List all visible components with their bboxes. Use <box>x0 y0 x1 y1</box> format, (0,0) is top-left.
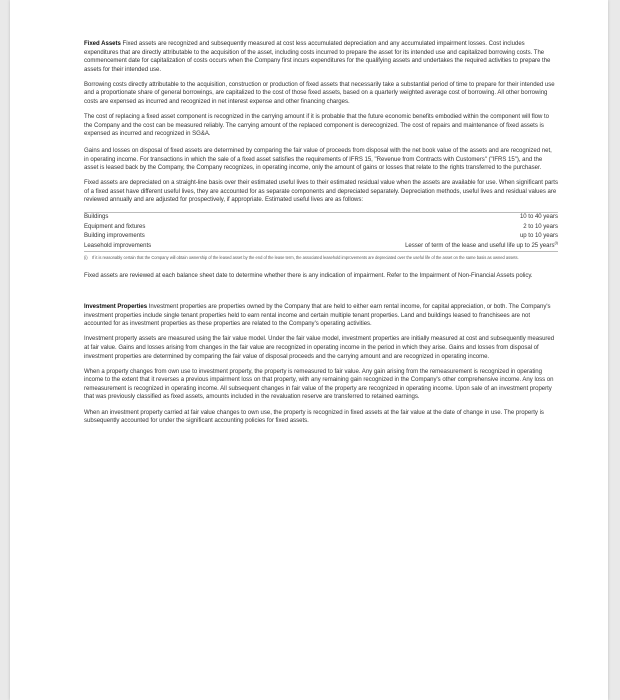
footnote-text: If it is reasonably certain that the Company will obtain ownership of the leased asset by the end of the lease term, the associated leasehold improvements are depreciated over the useful life of the asset on the same basis as owned assets. <box>92 254 519 260</box>
useful-life-asset: Buildings <box>84 212 229 222</box>
table-row <box>84 232 558 242</box>
fixed-assets-paragraph-2: Borrowing costs directly attributable to the acquisition, construction or production of fixed assets that necessarily take a substantial period of time to prepare for their intended use and a proportionate share of general borrowings, are capitalized to the cost of those fixed assets, based on a quarterly weighted average cost of borrowing. All other borrowing costs are expensed as incurred and recognized in net interest expense and other financing charges. <box>84 81 555 106</box>
table-row <box>84 222 558 232</box>
useful-life-value-text: Lesser of term of the lease and useful life up to 25 years <box>405 242 555 249</box>
fixed-assets-paragraph-3: The cost of replacing a fixed asset component is recognized in the carrying amount if it is probable that the future economic benefits embodied within the component will flow to the Company and the cost can be measured reliably. The carrying amount of the replaced component is derecognized. The cost of repairs and maintenance of fixed assets is expensed as incurred and recognized in SG&A. <box>84 114 550 138</box>
fixed-assets-paragraph-5: Fixed assets are depreciated on a straight-line basis over their estimated useful lives to their estimated residual value when the assets are available for use. When significant parts of a fixed asset have different useful lives, they are accounted for as separate components and depreciated separately. Depreciation methods, useful lives and residual values are reviewed annually and are adjusted for prospectively, if appropriate. Estimated useful lives are as follows: <box>84 180 558 204</box>
table-row <box>84 241 558 251</box>
footnote <box>84 255 558 261</box>
investment-properties-paragraph-3: When a property changes from own use to investment property, the property is remeasured to fair value. Any gain arising from the remeasurement is recognized in operating income to the extent that it reverses a previous impairment loss on that property, with any remaining gain recognized in the Company's other comprehensive income. Any loss on remeasurement is recognized in operating income. All subsequent changes in fair value of the property are recognized in operating income. Upon sale of an investment property that was previously classified as fixed assets, amounts included in the revaluation reserve are transferred to retained earnings. <box>84 368 554 401</box>
useful-life-asset: Equipment and fixtures <box>84 223 146 230</box>
investment-properties-paragraph-2: Investment property assets are measured using the fair value model. Under the fair value model, investment properties are initially measured at cost and subsequently measured at fair value. Gains and losses arising from changes in the fair value are recognized in operating income in the period in which they arise. Gains and losses from disposal of investment properties are determined by comparing the fair value of disposal proceeds and the carrying amount and are recognized in operating income. <box>84 336 555 360</box>
useful-life-value: 10 to 40 years <box>229 212 558 222</box>
useful-life-value <box>229 241 558 251</box>
fixed-assets-paragraph-4: Gains and losses on disposal of fixed assets are determined by comparing the fair value of proceeds from disposal with the net book value of the assets and are recognized net, in operating income. For transactions in which the sale of a fixed asset satisfies the requirements of IFRS 15, "Revenue from Contracts with Customers" ("IFRS 15"), and the asset is leased back by the Company, the Company recognizes, in operating income, only the amount of gains or losses that relate to the rights transferred to the purchaser. <box>84 147 552 172</box>
investment-properties-intro <box>84 303 558 329</box>
investment-properties-paragraph-1: Investment properties are properties owned by the Company that are held to either earn rental income, for capital appreciation, or both. The Company's investment properties include single tenant properties held to earn rental income and certain multiple tenant properties. Land and buildings leased to franchisees are not accounted for as investment properties as these properties are related to the Company's operating activities. <box>84 304 551 328</box>
useful-life-value: up to 10 years <box>519 233 558 240</box>
fixed-assets-intro <box>84 40 558 74</box>
useful-lives-table <box>84 212 558 252</box>
footnote-mark: (i) <box>84 254 88 260</box>
useful-life-value: 2 to 10 years <box>523 223 558 230</box>
useful-life-asset: Building improvements <box>84 233 145 240</box>
document-content <box>84 40 558 432</box>
document-page <box>10 0 608 700</box>
useful-life-asset: Leasehold improvements <box>84 241 229 251</box>
footnote-reference: (i) <box>554 239 558 245</box>
fixed-assets-paragraph-1: Fixed assets are recognized and subsequently measured at cost less accumulated depreciation and any accumulated impairment losses. Cost includes expenditures that are directly attributable to the acquisition of the asset, including costs incurred to prepare the asset for its intended use and capitalized borrowing costs. The commencement date for capitalization of costs occurs when the Company first incurs expenditures for the qualifying assets and undertakes the required activities to prepare the assets for their intended use. <box>84 41 551 73</box>
fixed-assets-paragraph-6: Fixed assets are reviewed at each balance sheet date to determine whether there is any indication of impairment. Refer to the Impairment of Non-Financial Assets policy. <box>84 273 533 280</box>
table-row <box>84 212 558 222</box>
investment-properties-heading: Investment Properties <box>84 304 148 311</box>
fixed-assets-heading: Fixed Assets <box>84 41 121 47</box>
investment-properties-paragraph-4: When an investment property carried at fair value changes to own use, the property is recognized in fixed assets at the fair value at the date of change in use. The property is subsequently accounted for under the significant accounting policies for fixed assets. <box>84 409 544 425</box>
